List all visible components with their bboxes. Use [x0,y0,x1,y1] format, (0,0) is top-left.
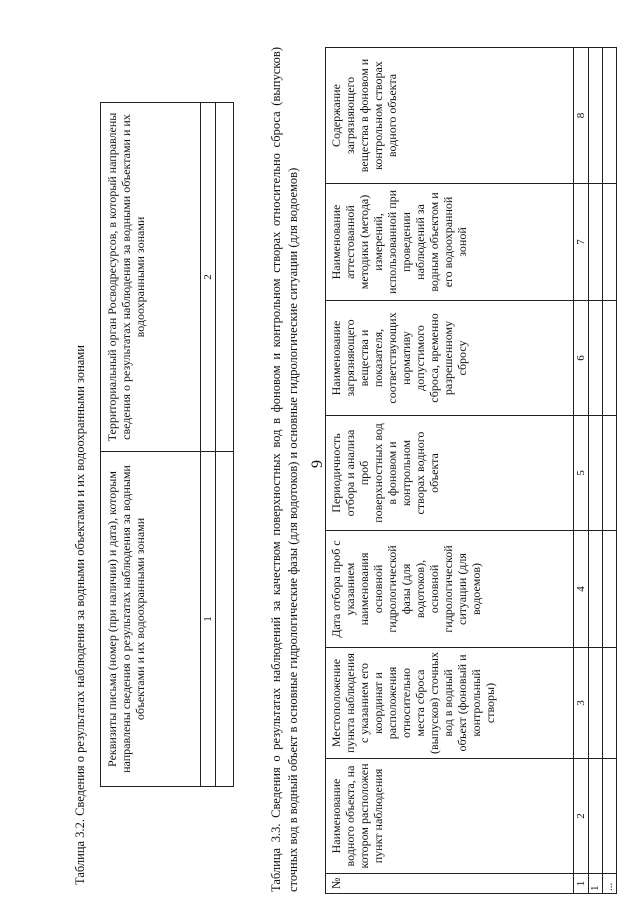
table-3-3-colnum-1: 1 [574,874,589,894]
table-3-2-colnum-2: 2 [201,103,216,452]
table-3-3-cell [603,184,617,301]
table-3-3-header-5: Периодичность отбора и анализа проб поверхностных вод в фоновом и контрольном створах водного объекта [326,416,574,531]
table-3-3-cell [589,531,603,648]
table-3-3 [325,47,617,894]
table-3-3-header-6: Наименование загрязняющего вещества и показателя, соответствующих нормативу допустимого сброса, временно разрешенному сбросу [326,301,574,416]
table-3-3-colnum-6: 6 [574,301,589,416]
table-3-3-cell [603,759,617,874]
table-3-3-cell [589,759,603,874]
table-3-3-colnum-8: 8 [574,48,589,184]
table-3-3-cell [603,48,617,184]
table-3-3-cell [589,184,603,301]
table-3-3-cell [589,648,603,759]
table-3-3-caption: Таблица 3.3. Сведения о результатах наблюдений за качеством поверхностных вод в фоновом и контрольном створах относительно сброса (выпусков) сточных вод в водный объект в основные гидрологические фазы (для водотоков) и основные гидрологические ситуации (для водоемов) [269,47,300,892]
table-3-3-cell: ... [603,874,617,894]
table-3-3-header-row [326,48,574,894]
table-3-3-colnum-3: 3 [574,648,589,759]
table-3-3-cell [603,531,617,648]
table-3-3-header-7: Наименование аттестованной методики (метода) измерений, использованной при проведении наблюдений за водным объектом и его водоохранной зоной [326,184,574,301]
table-3-2-header-1: Реквизиты письма (номер (при наличии) и дата), которым направлены сведения о результатах наблюдения за водными объектами и их водоохранными зонами [101,452,201,787]
table-3-3-cell [589,48,603,184]
table-3-3-header-2: Наименование водного объекта, на котором расположен пункт наблюдения [326,759,574,874]
table-3-3-header-4: Дата отбора проб с указанием наименования основной гидрологической фазы (для водотоков), основной гидрологической ситуации (для водоемов) [326,531,574,648]
table-3-3-cell: 1 [589,874,603,894]
page-number: 9 [309,460,326,468]
table-3-3-header-8: Содержание загрязняющего вещества в фоновом и контрольном створах водного объекта [326,48,574,184]
table-3-3-colnum-4: 4 [574,531,589,648]
table-3-3-colnum-2: 2 [574,759,589,874]
table-3-3-colnum-7: 7 [574,184,589,301]
table-3-2-colnum-1: 1 [201,452,216,787]
table-3-3-number-row [574,48,589,894]
table-3-3-cell [603,648,617,759]
table-row [603,48,617,894]
table-3-3-cell [589,301,603,416]
table-3-3-cell [589,416,603,531]
table-3-2-caption: Таблица 3.2. Сведения о результатах наблюдения за водными объектами и их водоохранными зонами [73,345,87,885]
table-row [589,48,603,894]
table-3-3-header-3: Местоположение пункта наблюдения с указанием его координат и расположения относительно места сброса (выпусков) сточных вод в водный объект (фоновый и контрольный створы) [326,648,574,759]
table-3-3-cell [603,301,617,416]
table-3-3-colnum-5: 5 [574,416,589,531]
table-3-3-caption-block [0,47,302,892]
table-3-3-cell [603,416,617,531]
table-3-3-header-1: № [326,874,574,894]
table-3-2-header-2: Территориальный орган Росводресурсов, в который направлены сведения о результатах наблюдения за водными объектами и их водоохранными зонами [101,103,201,452]
